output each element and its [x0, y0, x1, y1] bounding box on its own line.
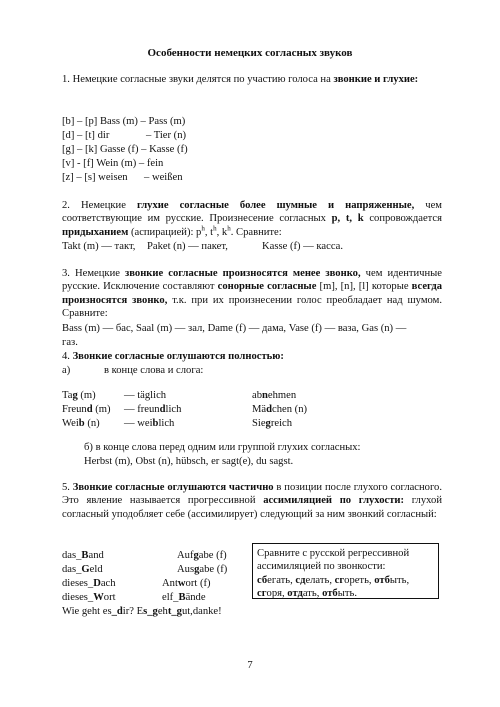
page-title: Особенности немецких согласных звуков [147, 47, 353, 59]
pair-line: [z] – [s] weisen – weißen [62, 172, 183, 183]
section-4-b-examples: Herbst (m), Obst (n), hübsch, er sagt(e), du sagst. [84, 456, 294, 467]
section-1-intro [62, 73, 442, 86]
box-line: ассимиляцией по звонкости: [257, 561, 386, 573]
assim-example-last: Wie geht es_dir? Es_geht_gut,danke! [62, 606, 222, 617]
pair-line: [v] - [f] Wein (m) – fein [62, 158, 164, 169]
box-words: сбегать, сделать, сгореть, отбыть, [257, 574, 410, 586]
document-page: Особенности немецких согласных звуков 1. Немецкие согласные звуки делятся по участию голоса на звонкие и глухие: [b] – [p] Bass (m) – Pass (m) [d] – [t] dir – Tier (n) [g] – [k] Gasse (f) – Kasse (f) [v] - [f] Wein (m) – fein [z] – [s] weisen – weißen 2. Немецкие глухие согласные более шумные и напряженные, чем соответствующие им русские. Произнесение согласных p, t, k сопровождается придыханием (аспирацией): $p^h$, $t^h$, $k^h$. Сравните: Takt (m) — такт, Paket (n) — пакет, Kasse (f) — касса. 3. Немецкие звонкие согласные произносятся менее звонко, чем идентичные русские. Исключение составляют сонорные согласные [m], [n], [l] которые всегда произносятся звонко, т.к. при их произнесении голос преобладает над шумом. Сравните: Bass (m) — бас, Saal (m) — зал, Dame (f) — дама, Vase (f) — ваза, Gas (n) — газ. 4. Звонкие согласные оглушаются полностью: а) в конце слова и слога: Tag (m) — täglich abnehmen Freund (m) — freundlich Mädchen (n) Weib (n) — weiblich Siegreich б) в конце слова перед одним или группой глухих согласных: Herbst (m), Obst (n), hübsch, er sagt(e), du sagst. 5. Звонкие согласные оглушаются частично в позиции после глухого согласного. Это явление называется прогрессивной ассимиляцией по глухости: глухой согласный уподобляет себе (ассимилирует) следующий за ним звонкий согласный: das_Band Aufgabe (f) das_Geld Ausgabe (f) dieses_Dach Antwort (f) dieses_Wort elf_Bände Wie geht es_dir? Es_geht_gut,danke! Сравните с русской регрессивной ассимиляцией по звонкости: сбегать, сделать, сгореть, отбыть, сгоря, отдать, отбыть. 7 [0, 0, 500, 707]
pair-line: [g] – [k] Gasse (f) – Kasse (f) [62, 144, 188, 155]
section-2-examples: Takt (m) — такт, Paket (n) — пакет, Kasse (f) — касса. [62, 241, 343, 252]
section-3-examples-cont: газ. [62, 337, 78, 348]
comparison-box [252, 543, 439, 599]
box-words: сгоря, отдать, отбыть. [257, 588, 357, 600]
section-3-examples: Bass (m) — бас, Saal (m) — зал, Dame (f) — дама, Vase (f) — ваза, Gas (n) — [62, 323, 407, 334]
section-2-text: 2. Немецкие глухие согласные более шумные и напряженные, чем соответствующие им русские. Произнесение согласных p, t, k сопровождается придыханием (аспирацией): $p^h$, $t^h$, $k^h$. Сравните: [62, 200, 443, 238]
section-5-text: 5. Звонкие согласные оглушаются частично в позиции после глухого согласного. Это явление называется прогрессивной ассимиляцией по глухости: глухой согласный уподобляет себе (ассимилирует) следующий за ним звонкий согласный: [62, 482, 442, 520]
section-4-heading: 4. Звонкие согласные оглушаются полностью: [62, 351, 284, 362]
section-3-text: 3. Немецкие звонкие согласные произносятся менее звонко, чем идентичные русские. Исключение составляют сонорные согласные [m], [n], [l] которые всегда произносятся звонко, т.к. при их произнесении голос преобладает над шумом. Сравните: [62, 268, 442, 320]
section-4-a: а) в конце слова и слога: [62, 365, 204, 376]
pair-line: [d] – [t] dir – Tier (n) [62, 130, 187, 141]
section-1-text: 1. Немецкие согласные звуки делятся по участию голоса на [62, 74, 334, 85]
section-1-bold: звонкие и глухие: [333, 74, 419, 85]
pair-line: [b] – [p] Bass (m) – Pass (m) [62, 116, 186, 127]
box-line: Сравните с русской регрессивной [257, 548, 410, 559]
section-4-b: б) в конце слова перед одним или группой глухих согласных: [84, 442, 361, 453]
page-number: 7 [247, 660, 253, 671]
